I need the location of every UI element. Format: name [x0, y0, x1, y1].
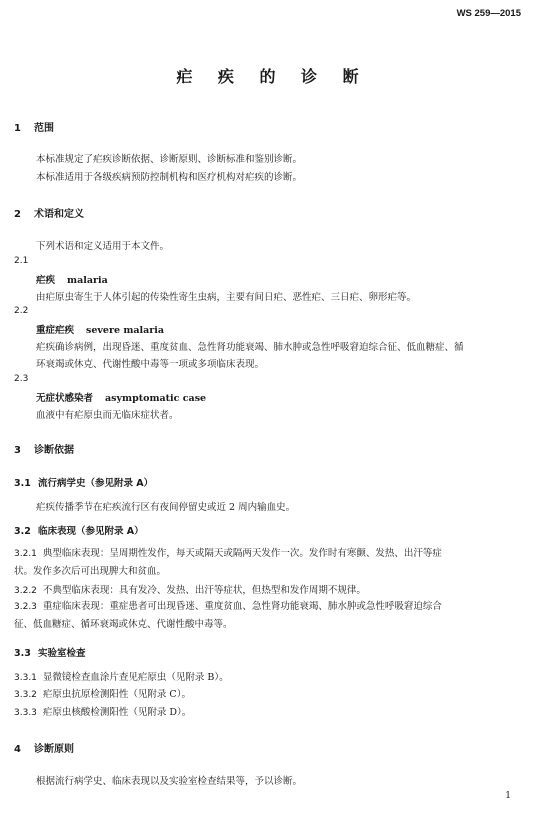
paragraph: 疟疾传播季节在疟疾流行区有夜间停留史或近 2 周内输血史。	[36, 502, 296, 513]
section-number: 1	[14, 123, 21, 134]
term-en: asymptomatic case	[105, 393, 207, 404]
clause-3-3-1	[14, 669, 229, 683]
term-malaria	[36, 272, 108, 286]
clause-number: 3.2.3	[14, 602, 37, 612]
section-4-heading	[14, 740, 74, 755]
standard-code: WS 259—2015	[456, 8, 521, 19]
term-cn: 疟疾	[36, 275, 56, 286]
subsection-title: 临床表现（参见附录 A）	[38, 526, 144, 537]
section-3-heading	[14, 441, 74, 456]
subsection-title: 实验室检查	[38, 648, 86, 659]
clause-text: 状。发作多次后可出现脾大和贫血。	[14, 566, 167, 577]
paragraph: 下列术语和定义适用于本文件。	[36, 241, 170, 252]
clause-text: 征、低血糖症、循环衰竭或休克、代谢性酸中毒等。	[14, 619, 233, 630]
section-title: 术语和定义	[34, 209, 84, 220]
term-number: 2.3	[14, 374, 29, 384]
term-definition: 血液中有疟原虫而无临床症状者。	[36, 410, 179, 421]
clause-3-2-2	[14, 582, 366, 596]
term-en: malaria	[67, 275, 108, 286]
subsection-3-2-heading	[14, 523, 144, 537]
section-title: 诊断依据	[34, 445, 74, 456]
document-title: 疟 疾 的 诊 断	[176, 67, 369, 86]
term-cn: 无症状感染者	[36, 393, 94, 404]
subsection-number: 3.3	[14, 648, 31, 659]
clause-text: 显微镜检查血涂片查见疟原虫（见附录 B）。	[42, 672, 229, 683]
subsection-title: 流行病学史（参见附录 A）	[38, 478, 154, 489]
term-definition: 疟疾确诊病例，出现昏迷、重度贫血、急性肾功能衰竭、肺水肿或急性呼吸窘迫综合征、低血糖症、循	[36, 342, 464, 353]
term-asymptomatic	[36, 390, 206, 404]
section-title: 诊断原则	[34, 744, 74, 755]
clause-number: 3.3.2	[14, 690, 37, 700]
paragraph: 本标准规定了疟疾诊断依据、诊断原则、诊断标准和鉴别诊断。	[36, 154, 303, 165]
term-number: 2.1	[14, 256, 29, 266]
paragraph: 根据流行病学史、临床表现以及实验室检查结果等，予以诊断。	[36, 776, 303, 787]
section-number: 4	[14, 744, 21, 755]
term-definition: 由疟原虫寄生于人体引起的传染性寄生虫病，主要有间日疟、恶性疟、三日疟、卵形疟等。	[36, 292, 417, 303]
subsection-number: 3.2	[14, 526, 31, 537]
subsection-3-3-heading	[14, 645, 86, 659]
section-number: 3	[14, 445, 21, 456]
term-number: 2.2	[14, 306, 29, 316]
term-cn: 重症疟疾	[36, 325, 75, 336]
clause-number: 3.3.3	[14, 708, 37, 718]
clause-3-2-1	[14, 545, 504, 580]
clause-text: 典型临床表现：呈周期性发作，每天或隔天或隔两天发作一次。发作时有寒颤、发热、出汗等症	[42, 548, 442, 559]
subsection-3-1-heading	[14, 475, 153, 489]
page-number: 1	[505, 791, 511, 801]
clause-number: 3.2.2	[14, 586, 37, 596]
paragraph: 本标准适用于各级疾病预防控制机构和医疗机构对疟疾的诊断。	[36, 172, 303, 183]
section-1-heading	[14, 119, 54, 134]
clause-text: 重症临床表现：重症患者可出现昏迷、重度贫血、急性肾功能衰竭、肺水肿或急性呼吸窘迫综合	[42, 601, 442, 612]
clause-text: 疟原虫核酸检测阳性（见附录 D）。	[42, 707, 192, 718]
clause-text: 不典型临床表现：具有发冷、发热、出汗等症状，但热型和发作周期不规律。	[42, 585, 366, 596]
clause-3-2-3	[14, 598, 504, 633]
clause-text: 疟原虫抗原检测阳性（见附录 C）。	[42, 689, 191, 700]
section-number: 2	[14, 209, 21, 220]
term-severe-malaria	[36, 322, 164, 336]
section-title: 范围	[34, 123, 54, 134]
subsection-number: 3.1	[14, 478, 31, 489]
clause-3-3-2	[14, 686, 191, 700]
term-en: severe malaria	[86, 325, 165, 336]
section-2-heading	[14, 205, 84, 220]
clause-number: 3.2.1	[14, 549, 37, 559]
clause-number: 3.3.1	[14, 673, 37, 683]
clause-3-3-3	[14, 704, 191, 718]
term-definition: 环衰竭或休克、代谢性酸中毒等一项或多项临床表现。	[36, 359, 265, 370]
